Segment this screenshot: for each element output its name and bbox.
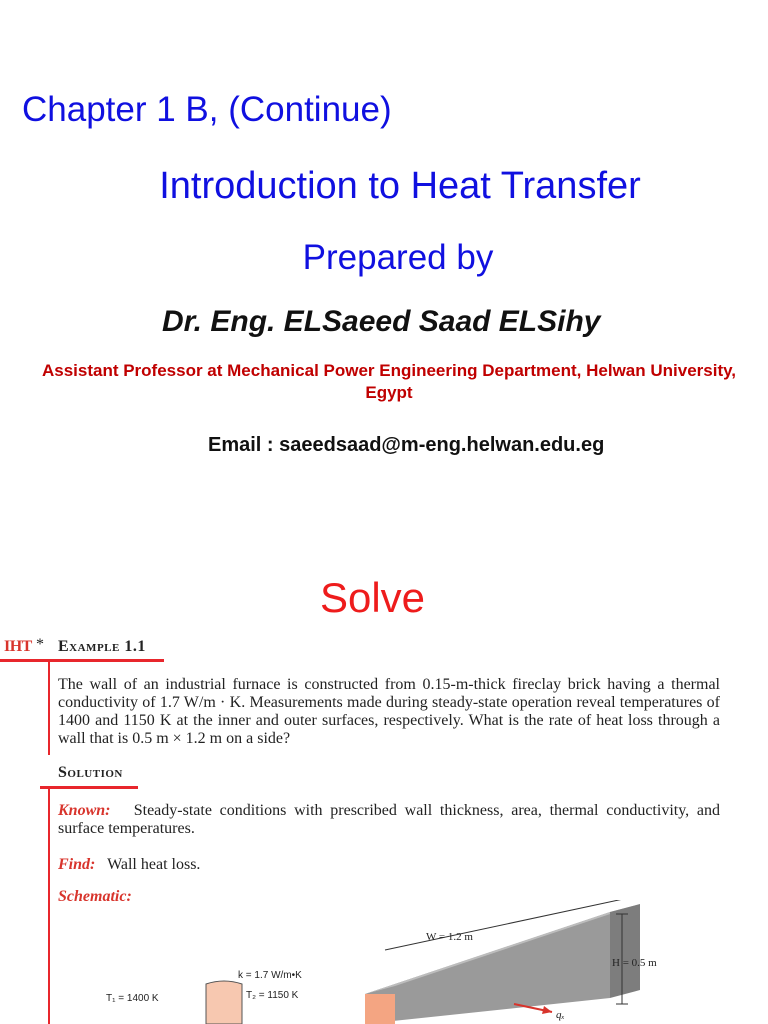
chapter-heading: Chapter 1 B, (Continue) <box>22 90 392 129</box>
known-label: Known: <box>58 802 111 819</box>
outer-temperature-label: T₂ = 1150 K <box>246 990 299 1001</box>
wall-schematic <box>90 900 690 1024</box>
heat-rate-label: qₓ <box>556 1009 565 1021</box>
solution-underline <box>40 786 138 789</box>
solve-heading: Solve <box>319 574 426 621</box>
hot-surface-face <box>365 994 395 1024</box>
example-underline <box>0 659 164 662</box>
find-label: Find: <box>58 856 96 873</box>
example-title: Example 1.1 <box>58 638 146 655</box>
height-label: H = 0.5 m <box>612 957 657 969</box>
heat-flow-arrowhead <box>542 1006 552 1014</box>
known-text: Steady-state conditions with prescribed wall thickness, area, thermal conductivity, and surface temperatures. <box>58 802 721 837</box>
find-paragraph <box>58 856 720 874</box>
temperature-profile-sketch <box>206 981 242 1024</box>
author-affiliation: Assistant Professor at Mechanical Power Engineering Department, Helwan University, Egypt <box>41 361 737 402</box>
solution-margin-rule <box>48 786 50 1024</box>
author-name: Dr. Eng. ELSaeed Saad ELSihy <box>162 305 601 338</box>
author-email: Email : saeedsaad@m-eng.helwan.edu.eg <box>208 434 605 456</box>
conductivity-label: k = 1.7 W/m•K <box>238 970 302 981</box>
width-label: W = 1.2 m <box>426 931 473 943</box>
example-margin-rule <box>48 659 50 755</box>
problem-statement: The wall of an industrial furnace is constructed from 0.15-m-thick fireclay brick having a thermal conductivity of 1.7 W/m · K. Measurements made during steady-state operation reveal temperatures of 1400 and 1150 K at the inner and outer surfaces, respectively. What is the rate of heat loss through a wall that is 0.5 m × 1.2 m on a side? <box>58 676 720 747</box>
presentation-title: Introduction to Heat Transfer <box>159 165 641 207</box>
iht-logo: IHT <box>4 638 32 655</box>
wall-front-face <box>365 912 610 1024</box>
iht-star-marker: * <box>36 636 44 653</box>
schematic-label: Schematic: <box>58 888 132 905</box>
prepared-by-label: Prepared by <box>302 238 494 277</box>
find-text: Wall heat loss. <box>107 856 201 873</box>
known-paragraph <box>58 802 720 838</box>
wall-side-face <box>610 904 640 998</box>
solution-title: Solution <box>58 764 123 781</box>
inner-temperature-label: T₁ = 1400 K <box>106 993 159 1004</box>
